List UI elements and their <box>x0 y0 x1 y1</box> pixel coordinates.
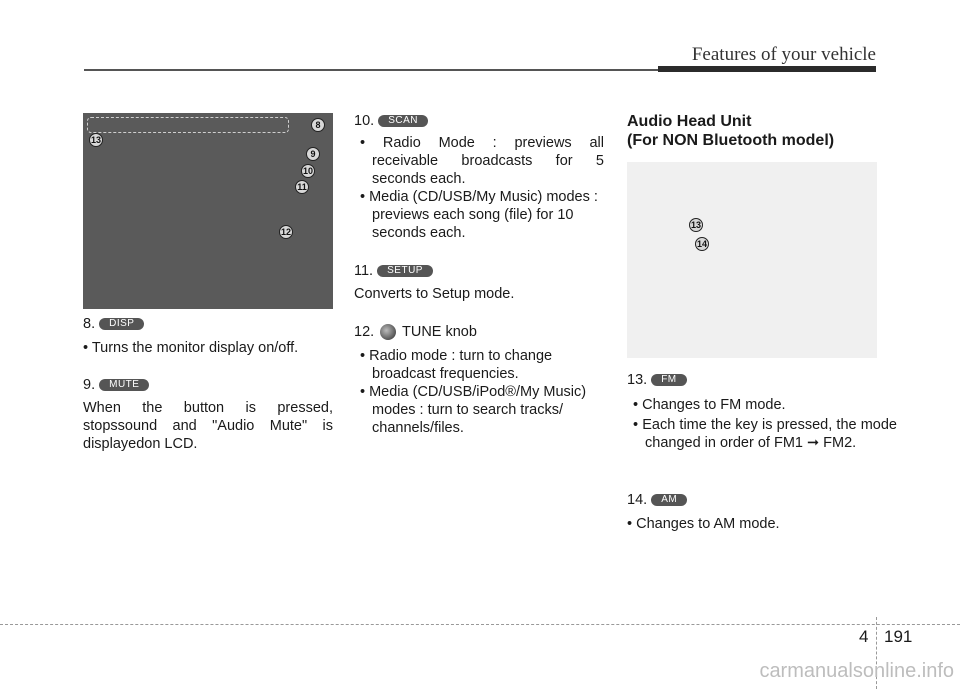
setup-badge: SETUP <box>377 265 433 277</box>
item-12-label: TUNE knob <box>401 324 477 340</box>
item-14-text: • Changes to AM mode. <box>627 516 780 532</box>
item-8-heading <box>83 316 144 332</box>
marker-12: 12 <box>280 227 291 237</box>
watermark: carmanualsonline.info <box>759 660 954 682</box>
marker-8: 8 <box>311 118 325 132</box>
fm-badge: FM <box>651 374 686 386</box>
am-badge: AM <box>651 494 687 506</box>
item-13-bullet-1: • Changes to FM mode. <box>633 397 786 413</box>
page-number: 191 <box>884 627 913 646</box>
item-12-bullet-2: • Media (CD/USB/iPod®/My Music) modes : turn to search tracks/ channels/files. <box>360 384 587 436</box>
marker-13b: 13 <box>690 220 701 230</box>
mute-badge: MUTE <box>99 379 149 391</box>
item-11-number: 11. <box>354 263 374 279</box>
footer-rule <box>0 624 960 625</box>
item-8-number: 8. <box>83 316 96 332</box>
item-8-text: • Turns the monitor display on/off. <box>83 340 299 356</box>
scan-badge: SCAN <box>378 115 428 127</box>
item-10-bullet-1: • Radio Mode : previews all receivable broadcasts for 5 seconds each. <box>360 135 604 187</box>
item-14-heading <box>627 492 687 508</box>
header-rule-accent <box>658 66 876 72</box>
header-title: Features of your vehicle <box>691 44 876 65</box>
section-title-line-1: Audio Head Unit <box>627 113 752 130</box>
item-13-number: 13. <box>627 372 648 388</box>
item-12-bullet-1: • Radio mode : turn to change broadcast frequencies. <box>360 348 553 382</box>
figure-dotted-outline <box>87 117 289 133</box>
item-14-number: 14. <box>627 492 648 508</box>
section-title <box>627 112 879 150</box>
item-9-heading <box>83 377 149 393</box>
item-10-bullet-2: • Media (CD/USB/My Music) modes : previews each song (file) for 10 seconds each. <box>360 189 598 241</box>
tune-knob-icon <box>380 324 396 340</box>
item-13-heading <box>627 372 687 388</box>
marker-11: 11 <box>295 180 309 194</box>
disp-badge: DISP <box>99 318 144 330</box>
marker-13: 13 <box>90 135 101 145</box>
item-11-text: Converts to Setup mode. <box>354 286 515 302</box>
marker-14: 14 <box>696 239 707 249</box>
item-13-bullet-2: • Each time the key is pressed, the mode changed in order of FM1 ➞ FM2. <box>633 417 897 451</box>
chapter-number: 4 <box>859 627 869 646</box>
item-9-text: When the button is pressed, stopssound and "Audio Mute" is displayedon LCD. <box>83 400 333 452</box>
figure-light <box>627 162 877 358</box>
item-10-number: 10. <box>354 113 375 129</box>
marker-9: 9 <box>306 147 320 161</box>
item-9-number: 9. <box>83 377 96 393</box>
item-11-heading <box>354 263 433 279</box>
section-title-line-2: (For NON Bluetooth model) <box>627 132 835 149</box>
figure-dark <box>83 113 333 309</box>
item-10-heading <box>354 113 428 129</box>
item-12-heading <box>354 324 477 340</box>
marker-10: 10 <box>302 166 313 176</box>
item-12-number: 12. <box>354 324 375 340</box>
